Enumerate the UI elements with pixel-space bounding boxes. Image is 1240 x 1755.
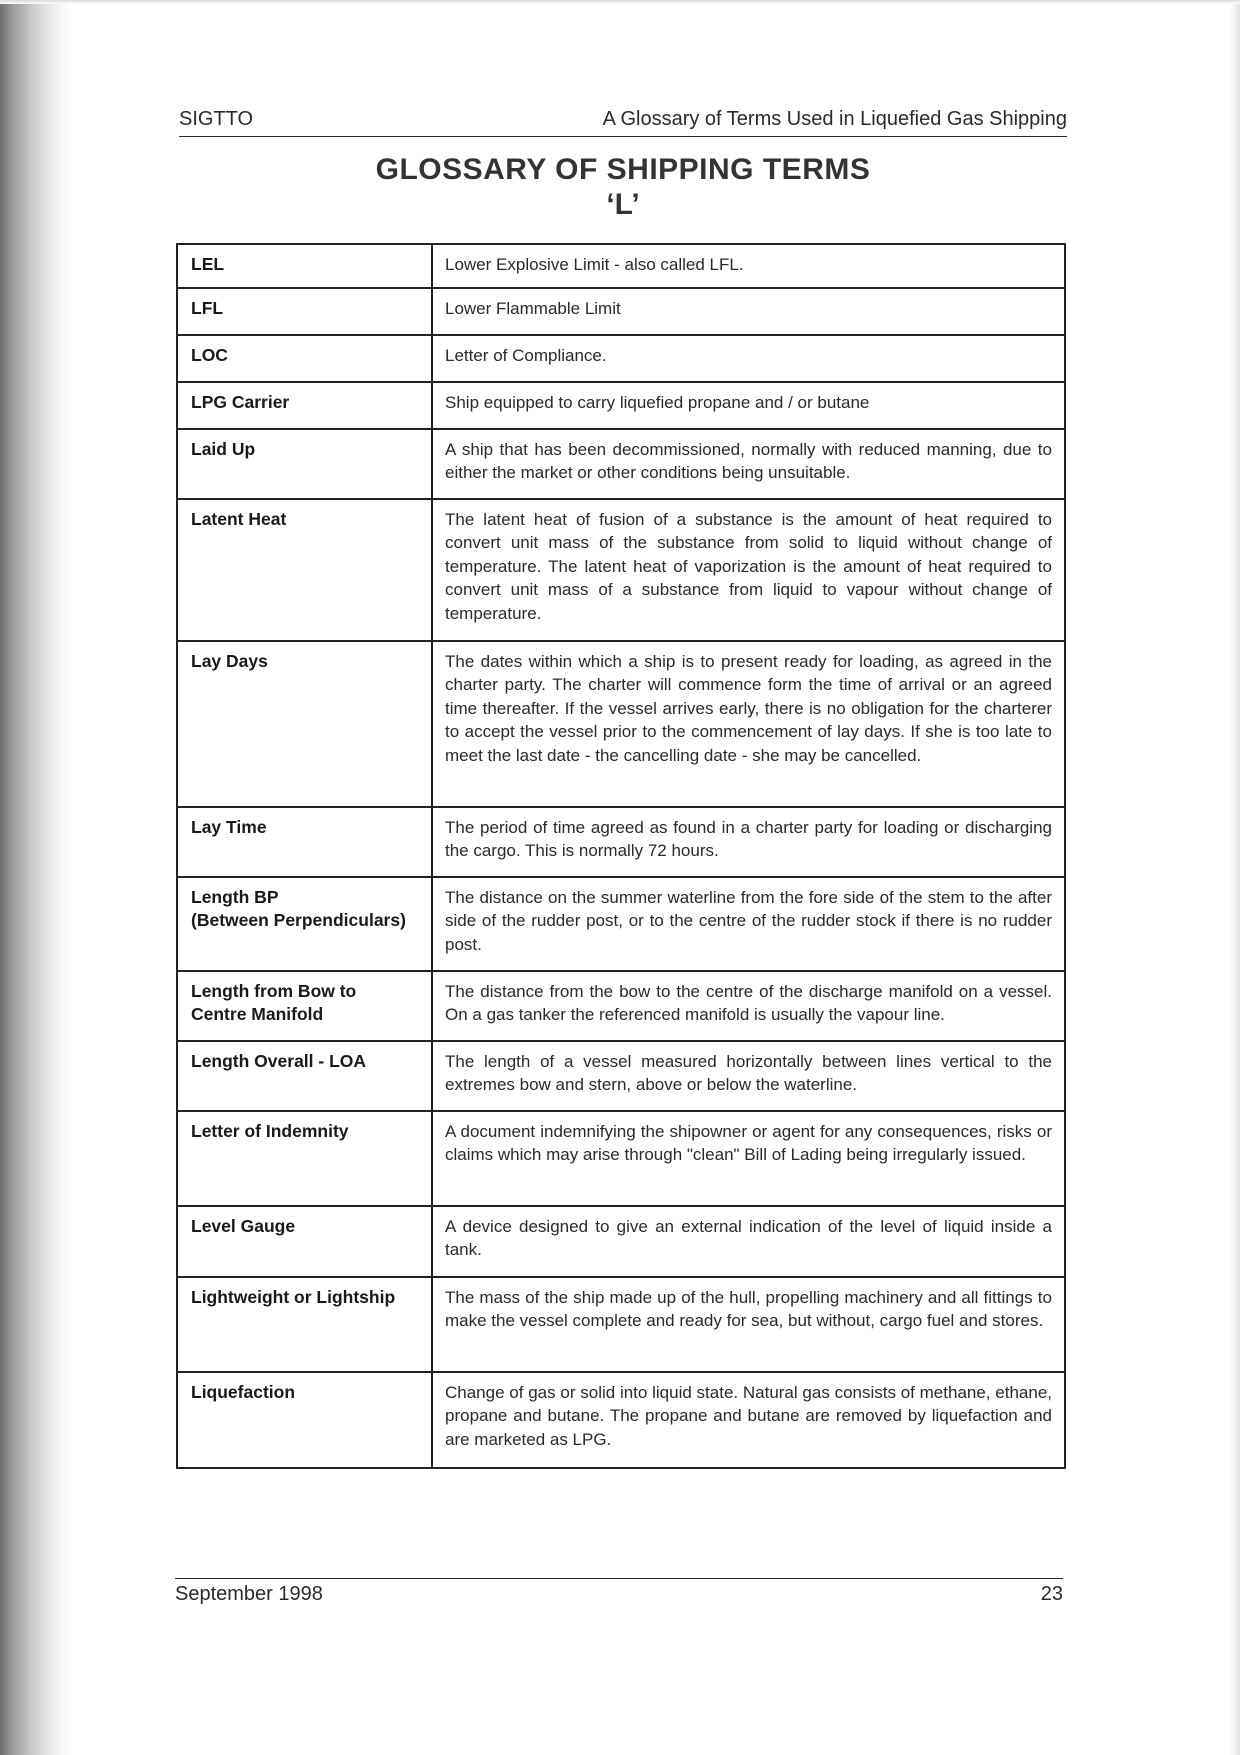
header-document-title: A Glossary of Terms Used in Liquefied Gas Shipping (602, 108, 1067, 130)
glossary-term: LFL (177, 288, 432, 335)
glossary-definition: The dates within which a ship is to present ready for loading, as agreed in the charter party. The charter will commence form the time of arrival or an agreed time thereafter. If the vessel arrives early, there is no obligation for the charterer to accept the vessel prior to the commencement of lay days. If she is too late to meet the last date - the cancelling date - she may be cancelled. (432, 641, 1065, 807)
table-row (177, 971, 1065, 1041)
table-row (177, 244, 1065, 288)
glossary-definition: The distance on the summer waterline from the fore side of the stem to the after side of the rudder post, or to the centre of the rudder stock if there is no rudder post. (432, 877, 1065, 971)
header-org: SIGTTO (179, 108, 254, 130)
table-row (177, 499, 1065, 641)
glossary-term: Lightweight or Lightship (177, 1277, 432, 1372)
glossary-table (176, 243, 1066, 1469)
glossary-definition: Letter of Compliance. (432, 335, 1065, 382)
glossary-definition: A document indemnifying the shipowner or agent for any consequences, risks or claims which may arise through "clean" Bill of Lading being irregularly issued. (432, 1111, 1065, 1206)
table-row (177, 641, 1065, 807)
glossary-definition: The mass of the ship made up of the hull, propelling machinery and all fittings to make the vessel complete and ready for sea, but without, cargo fuel and stores. (432, 1277, 1065, 1372)
footer-date: September 1998 (175, 1583, 323, 1605)
glossary-term: Lay Days (177, 641, 432, 807)
table-row (177, 429, 1065, 499)
glossary-term: LPG Carrier (177, 382, 432, 429)
table-row (177, 1372, 1065, 1468)
glossary-definition: Ship equipped to carry liquefied propane and / or butane (432, 382, 1065, 429)
glossary-definition: A ship that has been decommissioned, normally with reduced manning, due to either the market or other conditions being unsuitable. (432, 429, 1065, 499)
running-header (179, 108, 1067, 137)
glossary-definition: The length of a vessel measured horizontally between lines vertical to the extremes bow and stern, above or below the waterline. (432, 1041, 1065, 1111)
page-footer (175, 1578, 1063, 1605)
glossary-definition: Lower Flammable Limit (432, 288, 1065, 335)
glossary-definition: The distance from the bow to the centre of the discharge manifold on a vessel. On a gas tanker the referenced manifold is usually the vapour line. (432, 971, 1065, 1041)
book-spine-shadow (0, 0, 70, 1755)
page-title (179, 152, 1067, 222)
glossary-term: Length Overall - LOA (177, 1041, 432, 1111)
glossary-definition: A device designed to give an external indication of the level of liquid inside a tank. (432, 1206, 1065, 1277)
glossary-term: Liquefaction (177, 1372, 432, 1468)
glossary-definition: Lower Explosive Limit - also called LFL. (432, 244, 1065, 288)
glossary-term: Laid Up (177, 429, 432, 499)
table-row (177, 877, 1065, 971)
glossary-term: Length BP (Between Perpendiculars) (177, 877, 432, 971)
glossary-term: LOC (177, 335, 432, 382)
page-top-edge (0, 0, 1240, 4)
table-row (177, 335, 1065, 382)
page-title-letter: ‘L’ (606, 188, 640, 221)
table-row (177, 1111, 1065, 1206)
page-number: 23 (1040, 1583, 1063, 1605)
table-row (177, 1277, 1065, 1372)
glossary-term: Length from Bow to Centre Manifold (177, 971, 432, 1041)
glossary-definition: The period of time agreed as found in a charter party for loading or discharging the cargo. This is normally 72 hours. (432, 807, 1065, 877)
table-row (177, 382, 1065, 429)
glossary-term: Level Gauge (177, 1206, 432, 1277)
page-right-edge (1230, 0, 1240, 1755)
glossary-definition: Change of gas or solid into liquid state. Natural gas consists of methane, ethane, propane and butane. The propane and butane are removed by liquefaction and are marketed as LPG. (432, 1372, 1065, 1468)
table-row (177, 807, 1065, 877)
page-title-main: GLOSSARY OF SHIPPING TERMS (375, 153, 871, 186)
glossary-term: LEL (177, 244, 432, 288)
glossary-term: Latent Heat (177, 499, 432, 641)
table-row (177, 1041, 1065, 1111)
glossary-term: Letter of Indemnity (177, 1111, 432, 1206)
table-row (177, 1206, 1065, 1277)
table-row (177, 288, 1065, 335)
glossary-definition: The latent heat of fusion of a substance is the amount of heat required to convert unit mass of the substance from solid to liquid without change of temperature. The latent heat of vaporization is the amount of heat required to convert unit mass of a substance from liquid to vapour without change of temperature. (432, 499, 1065, 641)
glossary-term: Lay Time (177, 807, 432, 877)
